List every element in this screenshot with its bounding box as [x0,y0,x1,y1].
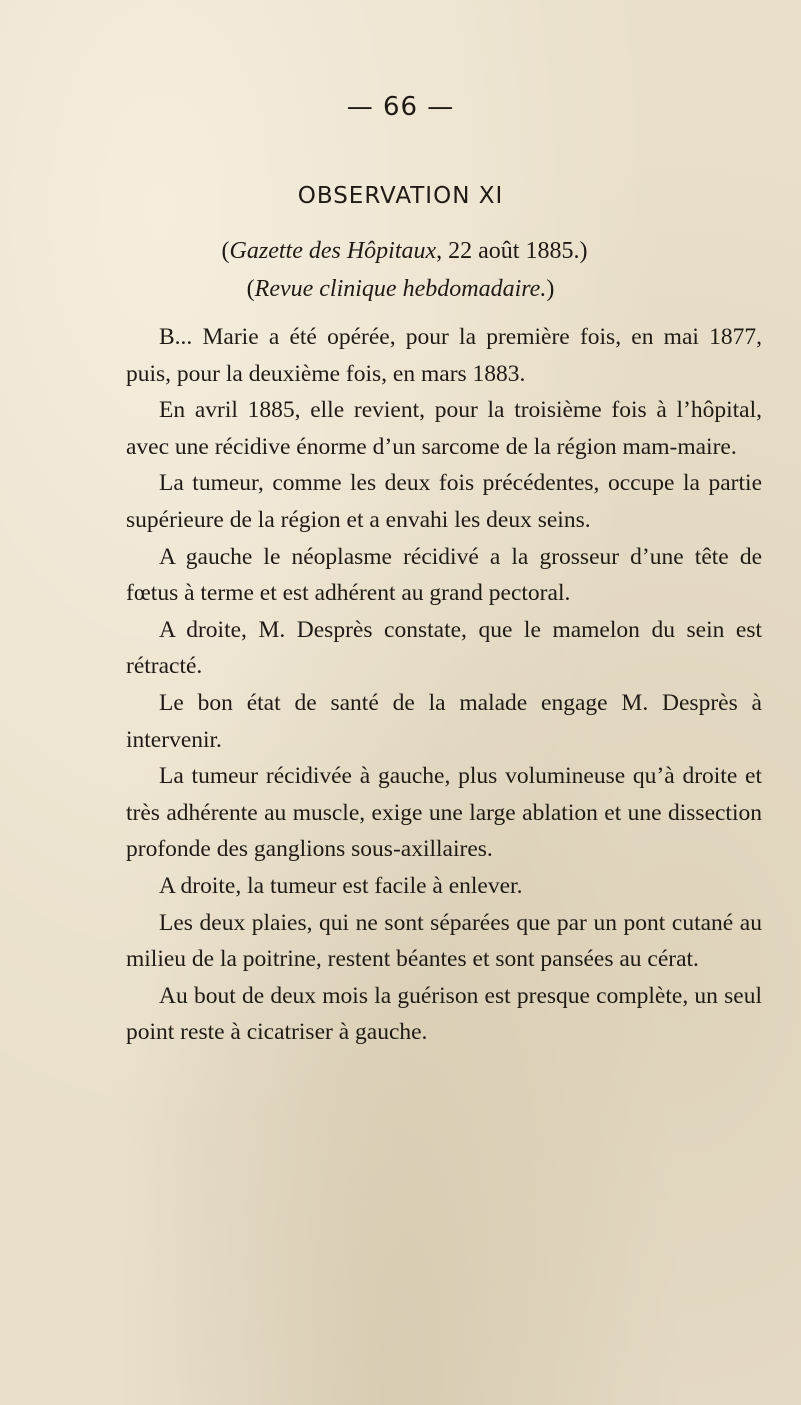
observation-body [126,319,762,1051]
source-open-paren: ( [221,238,230,264]
source-date: , 22 août 1885.) [436,238,588,264]
source-journal-gazette: Gazette des Hôpitaux [229,238,437,264]
paragraph: B... Marie a été opérée, pour la première fois, en mai 1877, puis, pour la deuxième fois, en mars 1883. [126,324,762,387]
source-citation-gazette [0,238,801,265]
source-journal-revue: Revue clinique hebdomadaire. [254,276,547,302]
page-number: — 66 — [346,92,455,122]
paragraph: Le bon état de santé de la malade engage M. Desprès à intervenir. [126,689,762,753]
paragraph: La tumeur récidivée à gauche, plus volumineuse qu’à droite et très adhérente au muscle, exige une large ablation et une dissection profonde des ganglions sous-axillaires. [126,763,762,863]
paragraph: Au bout de deux mois la guérison est presque complète, un seul point reste à cicatriser à gauche. [126,982,762,1046]
paragraph: Les deux plaies, qui ne sont séparées que par un pont cutané au milieu de la poitrine, restent béantes et sont pansées au cérat. [126,909,762,973]
paragraph: En avril 1885, elle revient, pour la troisième fois à l’hôpital, avec une récidive énorme d’un sarcome de la région mam-maire. [126,397,762,460]
source-citation-revue [0,276,801,303]
paragraph: A droite, la tumeur est facile à enlever. [159,872,523,899]
paragraph: A droite, M. Desprès constate, que le mamelon du sein est rétracté. [126,616,762,680]
paragraph: A gauche le néoplasme récidivé a la grosseur d’une tête de fœtus à terme et est adhérent au grand pectoral. [126,543,762,607]
paragraph: La tumeur, comme les deux fois précédentes, occupe la partie supérieure de la région et a envahi les deux seins. [126,470,762,533]
observation-title: OBSERVATION XI [297,183,504,209]
source-open-paren: ( [246,276,255,302]
source-close-paren: ) [546,276,555,302]
